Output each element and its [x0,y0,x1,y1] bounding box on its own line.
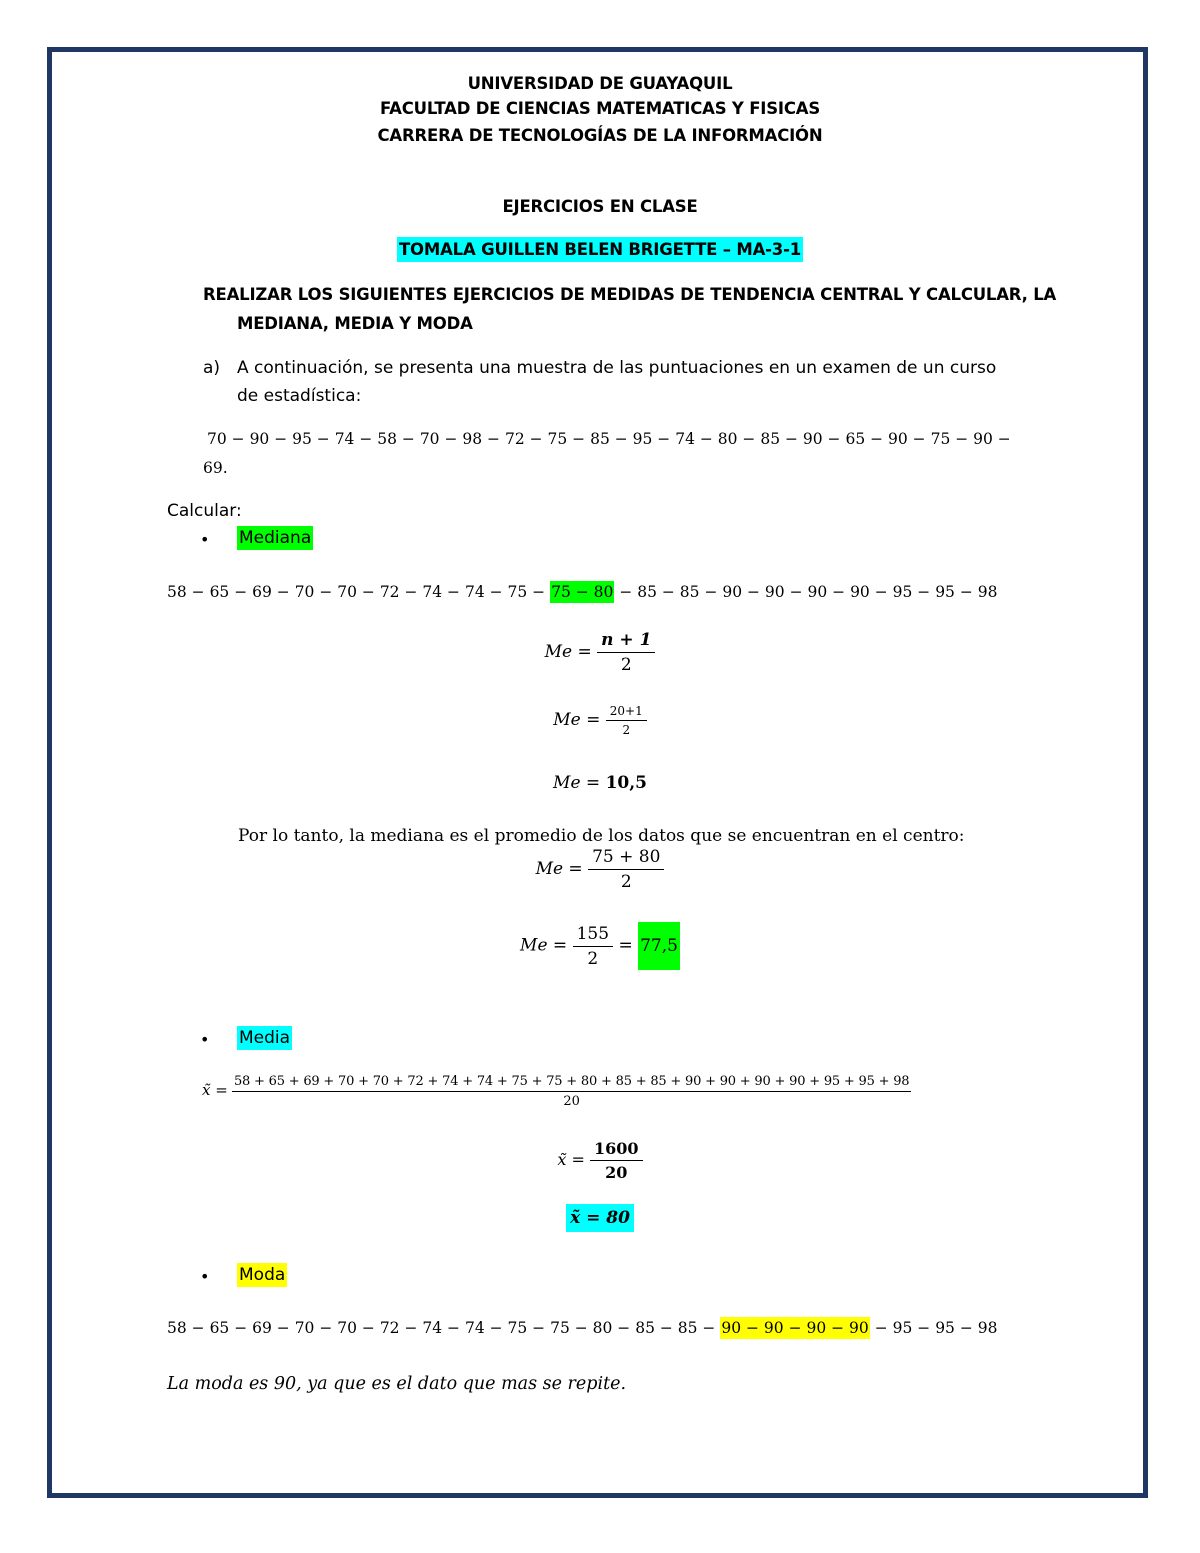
media-label-wrapper [237,1028,292,1048]
mediana-sorted-after: − 85 − 85 − 90 − 90 − 90 − 90 − 95 − 95 − 98 [619,583,998,601]
mediana-label-wrapper [237,528,313,548]
fraction [606,704,647,737]
fraction-numerator: n + 1 [597,630,655,653]
fraction-denominator: 2 [622,723,631,737]
me-label: Me = [544,642,592,662]
moda-sorted-before: 58 − 65 − 69 − 70 − 70 − 72 − 74 − 74 − 75 − 75 − 80 − 85 − 85 − [167,1319,716,1337]
university-title: UNIVERSIDAD DE GUAYAQUIL [467,74,733,93]
fraction-denominator: 2 [620,655,632,675]
moda-sorted-after: − 95 − 95 − 98 [874,1319,998,1337]
calcular-label: Calcular: [167,501,242,521]
exercise-marker: a) [203,358,221,378]
fraction [590,1139,643,1182]
exercise-data-line-1: 70 − 90 − 95 − 74 − 58 − 70 − 98 − 72 − 75 − 85 − 95 − 74 − 80 − 85 − 90 − 65 − 90 − 75 − 90 − [207,430,1011,448]
me-label: Me = [520,935,568,956]
me-label: Me = [553,773,601,793]
mediana-formula-3 [0,847,1200,892]
me-label: Me = [553,710,601,730]
fraction [573,924,613,969]
media-bullet: • [200,1030,210,1049]
xbar-label: x̃ = [202,1081,228,1099]
mediana-result: 77,5 [638,922,680,970]
mediana-explanation: Por lo tanto, la mediana es el promedio de los datos que se encuentran en el centro: [238,826,965,846]
fraction [232,1074,911,1109]
mediana-bullet: • [200,530,210,549]
me-label: Me = [535,859,583,879]
student-name: TOMALA GUILLEN BELEN BRIGETTE – MA-3-1 [397,237,803,262]
media-formula-1 [202,1074,911,1109]
fraction-denominator: 2 [587,948,599,969]
moda-conclusion: La moda es 90, ya que es el dato que mas se repite. [167,1374,627,1394]
moda-sorted-mode: 90 − 90 − 90 − 90 [721,1319,869,1337]
mediana-formula-2 [0,704,1200,737]
moda-label-wrapper [237,1265,287,1285]
media-result: x̃ = 80 [566,1204,634,1232]
media-formula-2 [0,1139,1200,1182]
moda-label: Moda [239,1265,286,1285]
fraction-denominator: 20 [563,1094,580,1109]
faculty-title: FACULTAD DE CIENCIAS MATEMATICAS Y FISICAS [379,99,821,118]
fraction [597,630,655,675]
instruction-line-2: MEDIANA, MEDIA Y MODA [237,314,473,333]
exercise-text-line-2: de estadística: [237,386,362,406]
mediana-position-value: 10,5 [605,773,647,793]
fraction [588,847,664,892]
moda-sorted-data [167,1319,998,1337]
moda-bullet: • [200,1267,210,1286]
mediana-sorted-before: 58 − 65 − 69 − 70 − 70 − 72 − 74 − 74 − 75 − [167,583,546,601]
career-title: CARRERA DE TECNOLOGÍAS DE LA INFORMACIÓN [377,126,823,145]
fraction-numerator: 20+1 [606,704,647,721]
fraction-denominator: 20 [605,1163,628,1182]
fraction-numerator: 58 + 65 + 69 + 70 + 70 + 72 + 74 + 74 + 75 + 75 + 80 + 85 + 85 + 90 + 90 + 90 + 90 + 95 + 95 + 98 [232,1074,911,1092]
student-name-wrapper [0,240,1200,259]
mediana-sorted-center: 75 − 80 [551,583,614,601]
fraction-numerator: 155 [573,924,613,947]
fraction-numerator: 1600 [590,1139,643,1161]
doc-title: EJERCICIOS EN CLASE [502,197,698,216]
media-result-wrapper [0,1208,1200,1228]
media-label: Media [239,1028,291,1048]
fraction-numerator: 75 + 80 [588,847,664,870]
fraction-denominator: 2 [620,872,632,892]
mediana-position [0,773,1200,793]
mediana-formula-4 [0,922,1200,970]
mediana-formula-1 [0,630,1200,675]
mediana-label: Mediana [239,528,312,548]
mediana-sorted-data [167,583,997,601]
exercise-data-line-2: 69. [203,459,228,477]
xbar-label: x̃ = [557,1150,585,1169]
exercise-text-line-1: A continuación, se presenta una muestra de las puntuaciones en un examen de un curso [237,358,997,378]
instruction-line-1: REALIZAR LOS SIGUIENTES EJERCICIOS DE MEDIDAS DE TENDENCIA CENTRAL Y CALCULAR, LA [203,285,1057,304]
equals-sign: = [618,935,633,956]
